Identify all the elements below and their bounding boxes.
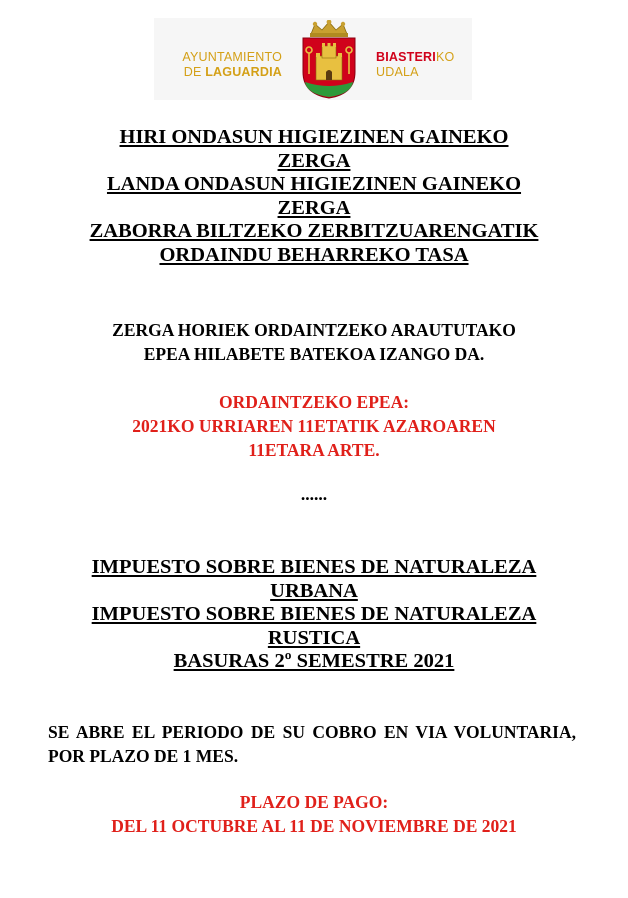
spanish-title-line: IMPUESTO SOBRE BIENES DE NATURALEZA <box>91 556 537 578</box>
spanish-deadline <box>40 790 588 838</box>
basque-title-block <box>40 126 588 267</box>
separator-dots: ...... <box>300 484 328 504</box>
spanish-title-line: RUSTICA <box>267 626 361 649</box>
basque-title-line: ZABORRA BILTZEKO ZERBITZUARENGATIK <box>89 220 539 242</box>
logo-right-line1-prefix: BIASTERI <box>376 50 436 64</box>
basque-deadline-line: 11ETARA ARTE. <box>248 440 380 460</box>
basque-deadline <box>40 390 588 462</box>
spanish-notice: SE ABRE EL PERIODO DE SU COBRO EN VIA VOLUNTARIA, POR PLAZO DE 1 MES. <box>48 722 576 766</box>
spanish-title-line: IMPUESTO SOBRE BIENES DE NATURALEZA <box>91 603 537 625</box>
basque-title-line: ZERGA <box>277 196 351 219</box>
logo-right-line1-suffix: KO <box>435 50 455 64</box>
logo-text-basque <box>376 50 466 80</box>
spanish-title-line: BASURAS 2º SEMESTRE 2021 <box>173 650 455 672</box>
basque-title-line: LANDA ONDASUN HIGIEZINEN GAINEKO <box>106 173 522 195</box>
header-logo <box>154 18 472 100</box>
spanish-title-line: URBANA <box>270 579 358 602</box>
basque-notice <box>40 318 588 366</box>
spanish-deadline-line: PLAZO DE PAGO: <box>239 792 389 812</box>
logo-left-line1: AYUNTAMIENTO <box>182 50 282 64</box>
basque-deadline-line: ORDAINTZEKO EPEA: <box>218 392 410 412</box>
spanish-deadline-line: DEL 11 OCTUBRE AL 11 DE NOVIEMBRE DE 2021 <box>111 816 517 836</box>
basque-title-line: HIRI ONDASUN HIGIEZINEN GAINEKO <box>119 126 509 148</box>
logo-left-line2-bold: LAGUARDIA <box>205 65 282 79</box>
logo-text-spanish <box>158 50 282 80</box>
logo-right-line2: UDALA <box>376 65 419 79</box>
basque-notice-line: EPEA HILABETE BATEKOA IZANGO DA. <box>143 344 485 364</box>
basque-title-line: ZERGA <box>277 149 351 172</box>
basque-title-line: ORDAINDU BEHARREKO TASA <box>159 243 469 266</box>
coat-of-arms-icon <box>289 20 369 100</box>
logo-left-line2-prefix: DE <box>183 65 202 79</box>
basque-deadline-line: 2021KO URRIAREN 11ETATIK AZAROAREN <box>132 416 496 436</box>
spanish-title-block <box>40 556 588 674</box>
basque-notice-line: ZERGA HORIEK ORDAINTZEKO ARAUTUTAKO <box>112 320 516 340</box>
